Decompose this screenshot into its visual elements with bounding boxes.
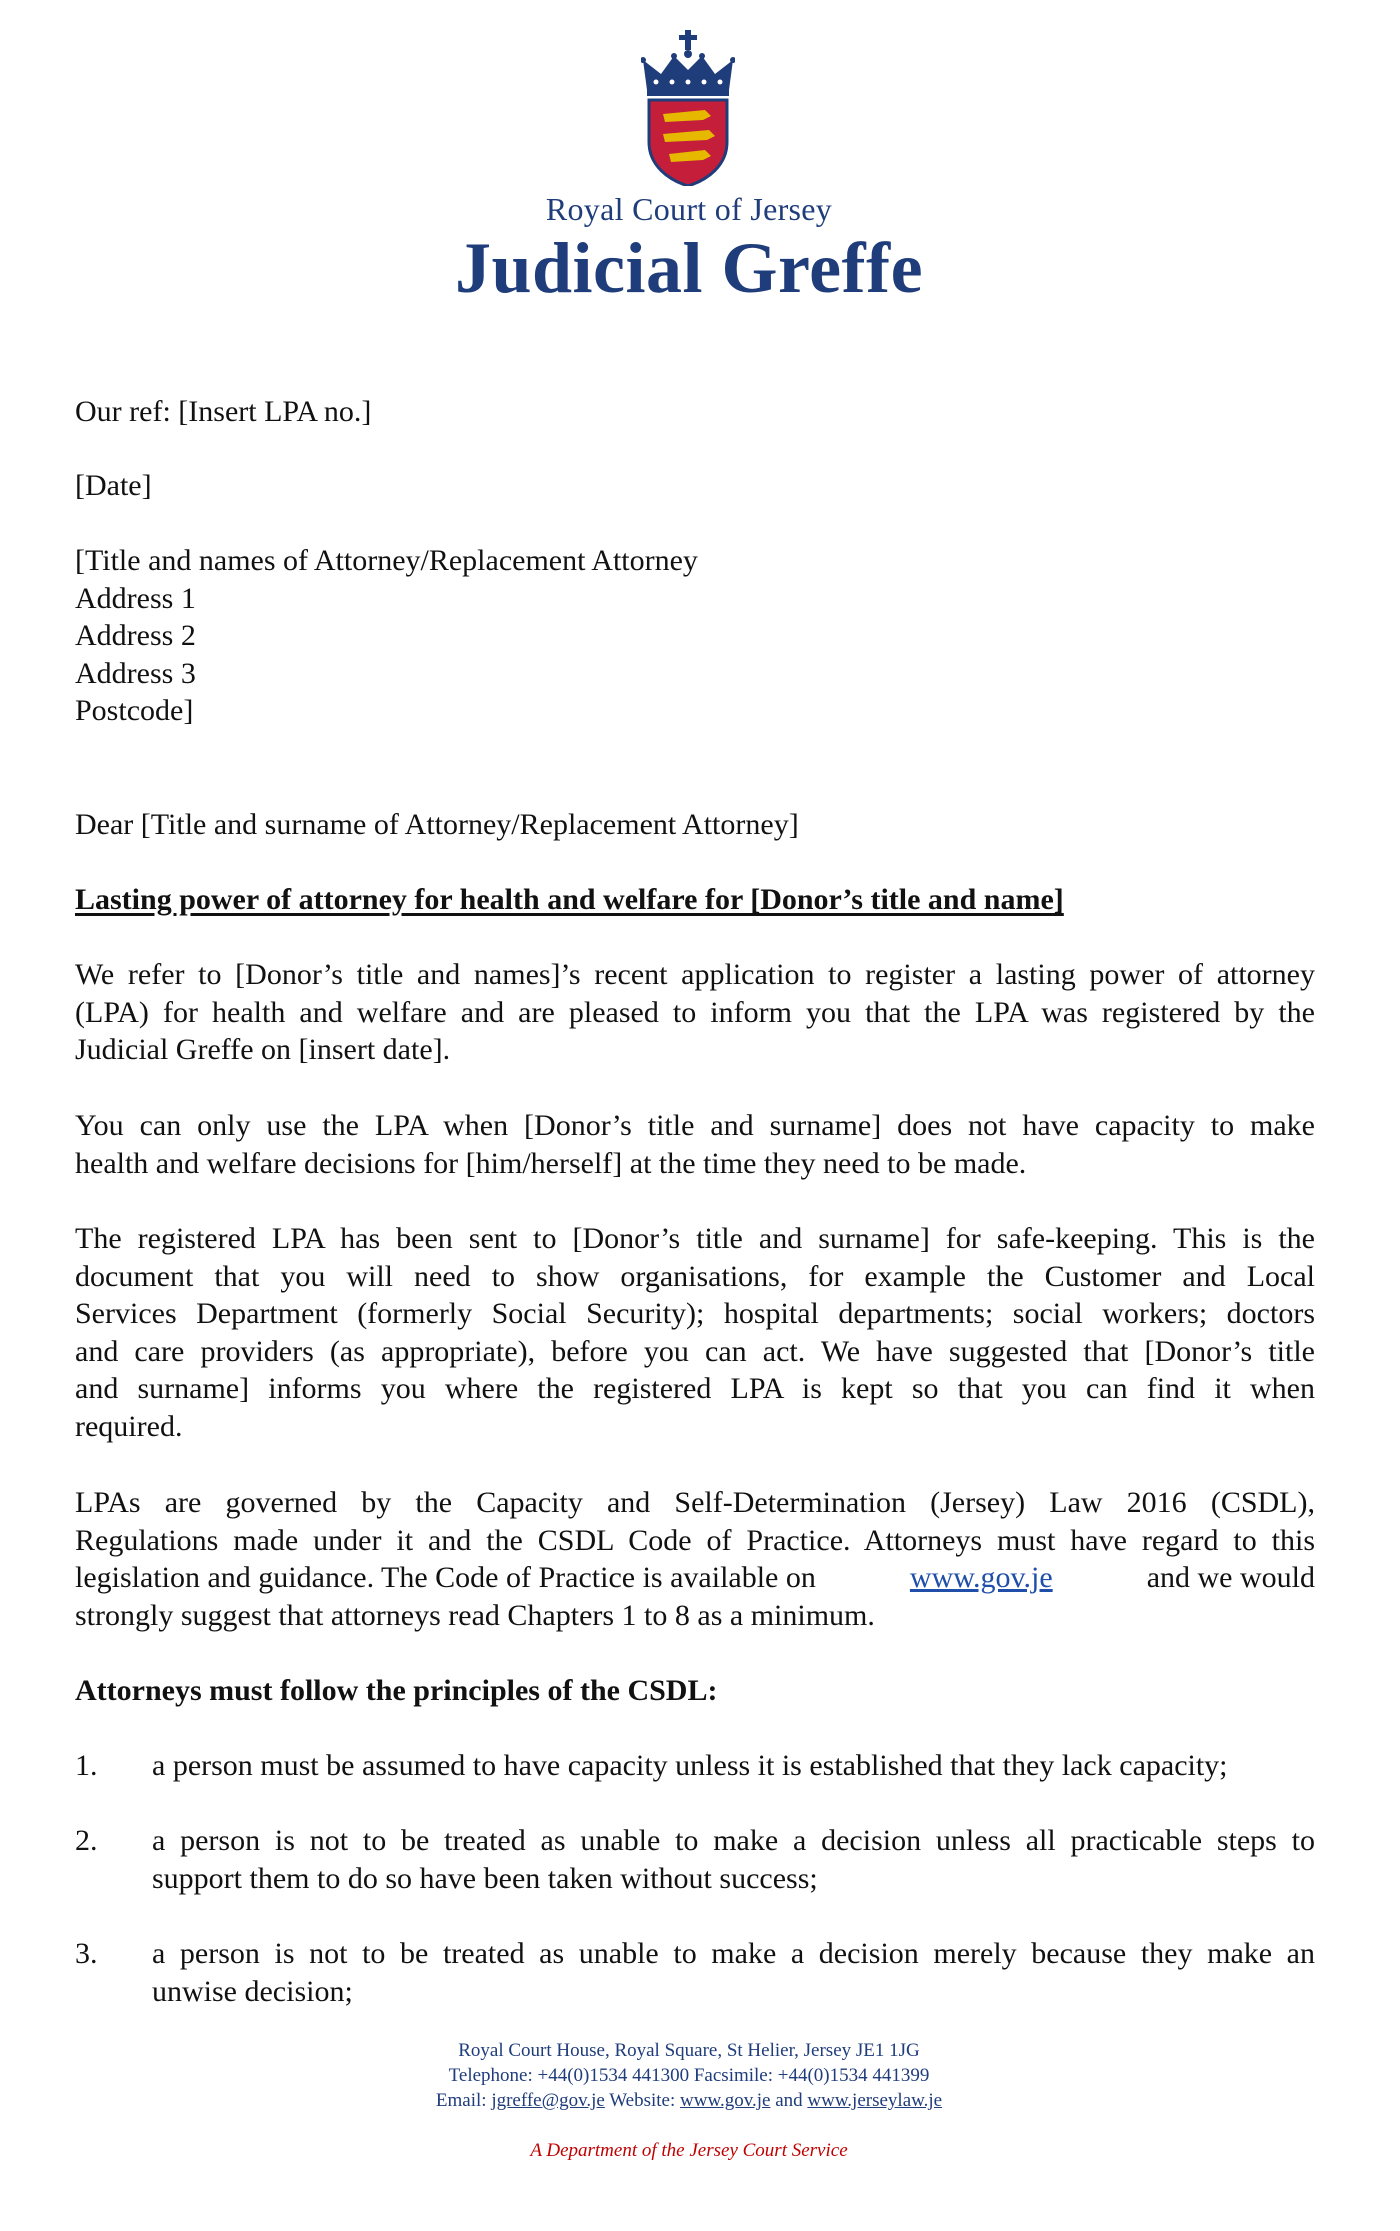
principle-text	[152, 1935, 1315, 2010]
address-line: [Title and names of Attorney/Replacement Attorney	[75, 544, 698, 577]
paragraph-line: and surname] informs you where the registered LPA is kept so that you can find it when	[75, 1372, 1315, 1405]
paragraph-line: and care providers (as appropriate), before you can act. We have suggested that [Donor’s title	[75, 1334, 1315, 1368]
footer-phone: Telephone: +44(0)1534 441300 Facsimile: +44(0)1534 441399	[448, 2065, 930, 2086]
principles-heading: Attorneys must follow the principles of the CSDL:	[75, 1674, 718, 1707]
paragraph-line: document that you will need to show organisations, for example the Customer and Local	[75, 1259, 1315, 1293]
royal-court-crest-logo	[641, 30, 735, 186]
paragraph-line: strongly suggest that attorneys read Chapters 1 to 8 as a minimum.	[75, 1598, 875, 1632]
website-label: Website:	[609, 2090, 676, 2111]
salutation: Dear [Title and surname of Attorney/Replacement Attorney]	[75, 808, 799, 841]
footer-address: Royal Court House, Royal Square, St Helier, Jersey JE1 1JG	[458, 2040, 920, 2061]
org-subtitle: Royal Court of Jersey	[545, 191, 833, 227]
principle-line: a person must be assumed to have capacity unless it is established that they lack capacity;	[152, 1749, 1228, 1782]
paragraph-line: Services Department (formerly Social Security); hospital departments; social workers; doctors	[75, 1297, 1315, 1330]
letter-date: [Date]	[75, 469, 152, 502]
footer-department: A Department of the Jersey Court Service	[530, 2140, 848, 2161]
our-reference: Our ref: [Insert LPA no.]	[75, 395, 372, 428]
paragraph-line: You can only use the LPA when [Donor’s title and surname] does not have capacity to make	[75, 1109, 1315, 1142]
principle-line: a person is not to be treated as unable to make a decision unless all practicable steps to	[152, 1824, 1315, 1857]
principle-text	[152, 1747, 1315, 1785]
paragraph-4	[75, 1484, 1315, 1634]
paragraph-3	[75, 1220, 1315, 1445]
paragraph-line-with-link	[75, 1559, 1315, 1597]
paragraph-line: We refer to [Donor’s title and names]’s recent application to register a lasting power of attorney	[75, 958, 1315, 991]
paragraph-1	[75, 956, 1315, 1069]
paragraph-line: Judicial Greffe on [insert date].	[75, 1033, 451, 1066]
paragraph-line: Regulations made under it and the CSDL Code of Practice. Attorneys must have regard to this	[75, 1523, 1315, 1557]
paragraph-line: (LPA) for health and welfare and are pleased to inform you that the LPA was registered by the	[75, 995, 1315, 1029]
website-link-jerseylaw[interactable]: www.jerseylaw.je	[807, 2090, 943, 2111]
and-text: and	[775, 2090, 803, 2111]
org-title: Judicial Greffe	[454, 228, 924, 308]
paragraph-line: health and welfare decisions for [him/herself] at the time they need to be made.	[75, 1146, 1027, 1180]
principle-line: unwise decision;	[152, 1974, 353, 2008]
email-label: Email:	[435, 2090, 487, 2111]
website-link-gov[interactable]: www.gov.je	[680, 2090, 771, 2111]
list-number: 3.	[75, 1937, 98, 1970]
paragraph-line: LPAs are governed by the Capacity and Self-Determination (Jersey) Law 2016 (CSDL),	[75, 1486, 1315, 1519]
principle-text	[152, 1822, 1315, 1897]
gov-je-link[interactable]: www.gov.je	[909, 1561, 1053, 1594]
address-line: Address 3	[75, 656, 196, 690]
address-line: Address 2	[75, 619, 196, 652]
paragraph-line: required.	[75, 1409, 183, 1443]
recipient-address	[75, 542, 1315, 730]
list-number: 1.	[75, 1749, 98, 1782]
subject-heading: Lasting power of attorney for health and welfare for [Donor’s title and name]	[75, 883, 1064, 916]
list-number: 2.	[75, 1824, 98, 1857]
address-line: Address 1	[75, 581, 196, 615]
principle-line: a person is not to be treated as unable to make a decision merely because they make an	[152, 1937, 1315, 1970]
paragraph-text: and we would	[1146, 1561, 1315, 1594]
address-line: Postcode]	[75, 694, 194, 727]
subject-wrapper	[75, 881, 1315, 919]
paragraph-text: legislation and guidance. The Code of Practice is available on	[75, 1561, 816, 1594]
email-link[interactable]: jgreffe@gov.je	[491, 2090, 605, 2111]
footer-contacts	[0, 2088, 1378, 2113]
paragraph-line: The registered LPA has been sent to [Donor’s title and surname] for safe-keeping. This is the	[75, 1222, 1315, 1255]
principle-line: support them to do so have been taken without success;	[152, 1861, 818, 1895]
paragraph-2	[75, 1107, 1315, 1182]
